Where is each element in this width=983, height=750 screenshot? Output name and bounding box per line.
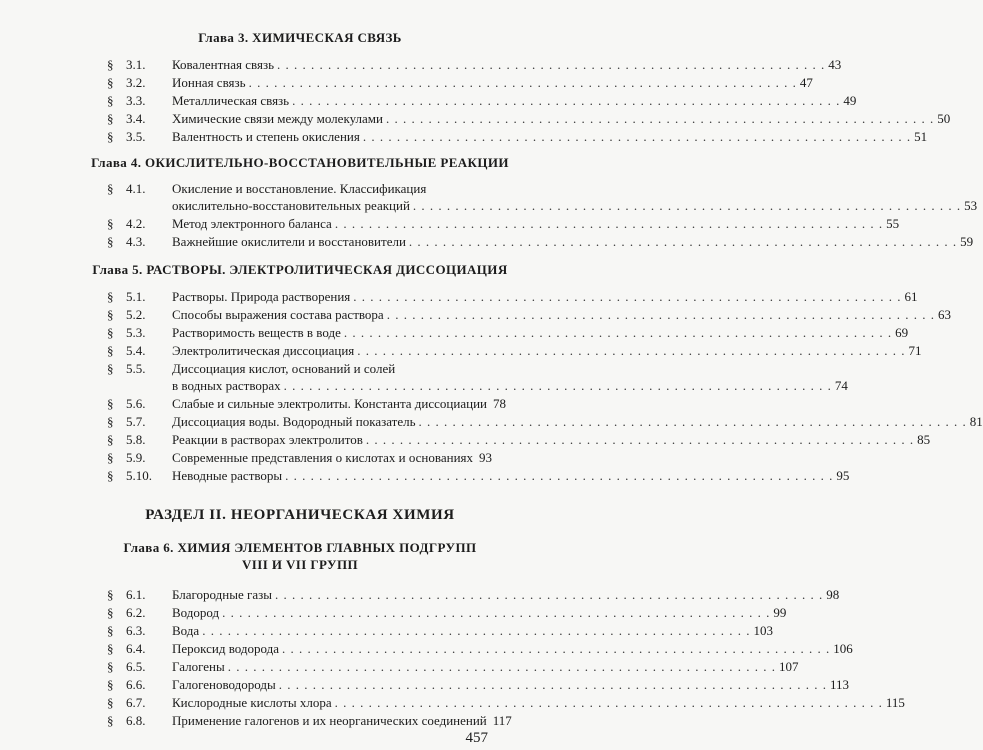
entry-title: Окисление и восстановление. Классификация (172, 181, 427, 196)
entry-title: Электролитическая диссоциация (172, 343, 355, 358)
entry-title: Растворимость веществ в воде (172, 325, 341, 340)
entry-title: Кислородные кислоты хлора (172, 695, 332, 710)
entry-page: 61 (904, 289, 918, 304)
entry-page: 50 (937, 111, 951, 126)
entry-number: 6.4. (126, 641, 146, 656)
section-symbol: § (107, 57, 114, 72)
entry-title: Галогены (172, 659, 225, 674)
entry-title: Реакции в растворах электролитов (172, 432, 363, 447)
entry-number: 6.6. (126, 677, 146, 692)
chapter-6-title: Глава 6. ХИМИЯ ЭЛЕМЕНТОВ ГЛАВНЫХ ПОДГРУПП (123, 540, 477, 555)
page-number: 457 (465, 730, 488, 746)
entry-title: Способы выражения состава раствора (172, 307, 384, 322)
entry-page: 81 (969, 414, 983, 429)
section-symbol: § (107, 307, 114, 322)
entry-number: 3.2. (126, 75, 146, 90)
entry-number: 5.1. (126, 289, 146, 304)
entry-page: 103 (753, 623, 773, 638)
entry-page: 49 (843, 93, 857, 108)
dot-leader: . . . . . . . . . . . . . . . . . . . . . . . . . . . . . . . . . . . . . . . . . . . . . . . . . . . . . . . . . . . . . . . . . (274, 587, 824, 602)
section-symbol: § (107, 75, 114, 90)
entry-number: 3.1. (126, 57, 146, 72)
entry-page: 74 (834, 378, 848, 393)
dot-leader: . . . . . . . . . . . . . . . . . . . . . . . . . . . . . . . . . . . . . . . . . . . . . . . . . . . . . . . . . . . . . . . . . (292, 93, 841, 108)
chapter-5-title: Глава 5. РАСТВОРЫ. ЭЛЕКТРОЛИТИЧЕСКАЯ ДИССОЦИАЦИЯ (92, 262, 508, 277)
section-symbol: § (107, 605, 114, 620)
entry-number: 6.5. (126, 659, 146, 674)
entry-title: Важнейшие окислители и восстановители (172, 234, 406, 249)
entry-number: 6.2. (126, 605, 146, 620)
dot-leader: . . . . . . . . . . . . . . . . . . . . . . . . . . . . . . . . . . . . . . . . . . . . . . . . . . . . . . . . . . . . . . . . . (282, 641, 831, 656)
section-symbol: § (107, 677, 114, 692)
section-symbol: § (107, 414, 114, 429)
entry-page: 63 (937, 307, 951, 322)
entry-number: 5.3. (126, 325, 146, 340)
dot-leader: . . . . . . . . . . . . . . . . . . . . . . . . . . . . . . . . . . . . . . . . . . . . . . . . . . . . . . . . . . . . . . . . . (222, 605, 771, 620)
dot-leader: . . . . . . . . . . . . . . . . . . . . . . . . . . . . . . . . . . . . . . . . . . . . . . . . . . . . . . . . . . . . . . . . . (408, 234, 958, 249)
dot-leader: . . . . . . . . . . . . . . . . . . . . . . . . . . . . . . . . . . . . . . . . . . . . . . . . . . . . . . . . . . . . . . . . . (277, 57, 826, 72)
entry-number: 3.3. (126, 93, 146, 108)
dot-leader: . . . . . . . . . . . . . . . . . . . . . . . . . . . . . . . . . . . . . . . . . . . . . . . . . . . . . . . . . . . . . . . . . (334, 695, 883, 710)
entry-title: Слабые и сильные электролиты. Константа диссоциации (172, 396, 487, 411)
entry-page: 47 (799, 75, 813, 90)
entry-title-continuation: в водных растворах (172, 378, 281, 393)
dot-leader: . . . . . . . . . . . . . . . . . . . . . . . . . . . . . . . . . . . . . . . . . . . . . . . . . . . . . . . . . . . . . . . . . (362, 129, 912, 144)
section-symbol: § (107, 325, 114, 340)
dot-leader: . . . . . . . . . . . . . . . . . . . . . . . . . . . . . . . . . . . . . . . . . . . . . . . . . . . . . . . . . . . . . . . . . (283, 378, 832, 393)
section-symbol: § (107, 432, 114, 447)
entry-title: Металлическая связь (172, 93, 290, 108)
entry-number: 6.8. (126, 713, 146, 728)
entry-title: Вода (172, 623, 200, 638)
entry-number: 5.2. (126, 307, 146, 322)
chapter-3-title: Глава 3. ХИМИЧЕСКАЯ СВЯЗЬ (198, 30, 402, 45)
dot-leader: . . . . . . . . . . . . . . . . . . . . . . . . . . . . . . . . . . . . . . . . . . . . . . . . . . . . . . . . . . . . . . . . . (202, 623, 751, 638)
section-symbol: § (107, 450, 114, 465)
dot-leader: . . . . . . . . . . . . . . . . . . . . . . . . . . . . . . . . . . . . . . . . . . . . . . . . . . . . . . . . . . . . . . . . . (343, 325, 893, 340)
dot-leader: . . . . . . . . . . . . . . . . . . . . . . . . . . . . . . . . . . . . . . . . . . . . . . . . . . . . . . . . . . . . . . . . . (248, 75, 797, 90)
dot-leader: . . . . . . . . . . . . . . . . . . . . . . . . . . . . . . . . . . . . . . . . . . . . . . . . . . . . . . . . . . . . . . . . . (386, 307, 935, 322)
entry-number: 3.4. (126, 111, 146, 126)
entry-title: Растворы. Природа растворения (172, 289, 351, 304)
section-symbol: § (107, 695, 114, 710)
dot-leader: . . . . . . . . . . . . . . . . . . . . . . . . . . . . . . . . . . . . . . . . . . . . . . . . . . . . . . . . . . . . . . . . . (285, 468, 834, 483)
entry-page: 115 (885, 695, 905, 710)
entry-number: 3.5. (126, 129, 146, 144)
entry-number: 5.4. (126, 343, 146, 358)
entry-number: 5.6. (126, 396, 146, 411)
dot-leader: . . . . . . . . . . . . . . . . . . . . . . . . . . . . . . . . . . . . . . . . . . . . . . . . . . . . . . . . . . . . . . . . . (278, 677, 827, 692)
entry-number: 5.10. (126, 468, 152, 483)
section-symbol: § (107, 468, 114, 483)
entry-title: Химические связи между молекулами (172, 111, 383, 126)
entry-title: Диссоциация воды. Водородный показатель (172, 414, 416, 429)
section-symbol: § (107, 289, 114, 304)
entry-number: 4.1. (126, 181, 146, 196)
entry-title: Водород (172, 605, 220, 620)
entry-page: 95 (836, 468, 850, 483)
entry-page: 51 (914, 129, 928, 144)
entry-title: Современные представления о кислотах и основаниях (172, 450, 474, 465)
entry-page: 59 (960, 234, 974, 249)
entry-page: 113 (829, 677, 849, 692)
entry-title: Валентность и степень окисления (172, 129, 360, 144)
section-symbol: § (107, 587, 114, 602)
entry-title: Неводные растворы (172, 468, 283, 483)
entry-page: 69 (895, 325, 909, 340)
entry-page: 55 (886, 216, 900, 231)
entry-title: Диссоциация кислот, оснований и солей (172, 361, 396, 376)
dot-leader: . . . . . . . . . . . . . . . . . . . . . . . . . . . . . . . . . . . . . . . . . . . . . . . . . . . . . . . . . . . . . . . . . (418, 414, 967, 429)
section-symbol: § (107, 641, 114, 656)
chapter-6-title-line2: VIII И VII ГРУПП (242, 557, 358, 572)
section-symbol: § (107, 129, 114, 144)
section-symbol: § (107, 93, 114, 108)
entry-title: Ковалентная связь (172, 57, 275, 72)
section-symbol: § (107, 343, 114, 358)
entry-number: 6.3. (126, 623, 146, 638)
entry-title: Галогеноводороды (172, 677, 276, 692)
dot-leader: . . . . . . . . . . . . . . . . . . . . . . . . . . . . . . . . . . . . . . . . . . . . . . . . . . . . . . . . . . . . . . . . . (353, 289, 902, 304)
entry-title: Благородные газы (172, 587, 272, 602)
dot-leader: . . . . . . . . . . . . . . . . . . . . . . . . . . . . . . . . . . . . . . . . . . . . . . . . . . . . . . . . . . . . . . . . . (227, 659, 776, 674)
section-symbol: § (107, 623, 114, 638)
section-symbol: § (107, 396, 114, 411)
dot-leader: . . . . . . . . . . . . . . . . . . . . . . . . . . . . . . . . . . . . . . . . . . . . . . . . . . . . . . . . . . . . . . . . . (385, 111, 935, 126)
entry-page: 93 (479, 450, 493, 465)
section-symbol: § (107, 659, 114, 674)
entry-number: 5.8. (126, 432, 146, 447)
entry-number: 4.3. (126, 234, 146, 249)
entry-title: Метод электронного баланса (172, 216, 332, 231)
entry-number: 6.7. (126, 695, 146, 710)
dot-leader: . . . . . . . . . . . . . . . . . . . . . . . . . . . . . . . . . . . . . . . . . . . . . . . . . . . . . . . . . . . . . . . . . (357, 343, 906, 358)
section-symbol: § (107, 111, 114, 126)
entry-page: 107 (778, 659, 799, 674)
section-symbol: § (107, 713, 114, 728)
entry-number: 5.9. (126, 450, 146, 465)
section-heading: РАЗДЕЛ II. НЕОРГАНИЧЕСКАЯ ХИМИЯ (145, 507, 455, 523)
entry-title: Ионная связь (172, 75, 246, 90)
section-symbol: § (107, 216, 114, 231)
entry-page: 53 (964, 198, 978, 213)
dot-leader: . . . . . . . . . . . . . . . . . . . . . . . . . . . . . . . . . . . . . . . . . . . . . . . . . . . . . . . . . . . . . . . . . (365, 432, 915, 447)
entry-number: 5.5. (126, 361, 146, 376)
dot-leader: . . . . . . . . . . . . . . . . . . . . . . . . . . . . . . . . . . . . . . . . . . . . . . . . . . . . . . . . . . . . . . . . . (334, 216, 884, 231)
entry-page: 85 (917, 432, 931, 447)
entry-number: 4.2. (126, 216, 146, 231)
entry-page: 43 (828, 57, 842, 72)
chapter-4-title: Глава 4. ОКИСЛИТЕЛЬНО-ВОССТАНОВИТЕЛЬНЫЕ РЕАКЦИИ (91, 155, 509, 170)
entry-title: Пероксид водорода (172, 641, 280, 656)
entry-number: 6.1. (126, 587, 146, 602)
entry-page: 71 (908, 343, 922, 358)
section-symbol: § (107, 234, 114, 249)
entry-page: 117 (492, 713, 512, 728)
section-symbol: § (107, 181, 114, 196)
entry-page: 98 (826, 587, 840, 602)
section-symbol: § (107, 361, 114, 376)
entry-number: 5.7. (126, 414, 146, 429)
entry-page: 106 (833, 641, 853, 656)
entry-title-continuation: окислительно-восстановительных реакций (172, 198, 410, 213)
entry-page: 99 (773, 605, 787, 620)
entry-page: 78 (492, 396, 506, 411)
dot-leader: . . . . . . . . . . . . . . . . . . . . . . . . . . . . . . . . . . . . . . . . . . . . . . . . . . . . . . . . . . . . . . . . . (412, 198, 962, 213)
entry-title: Применение галогенов и их неорганических соединений (172, 713, 487, 728)
